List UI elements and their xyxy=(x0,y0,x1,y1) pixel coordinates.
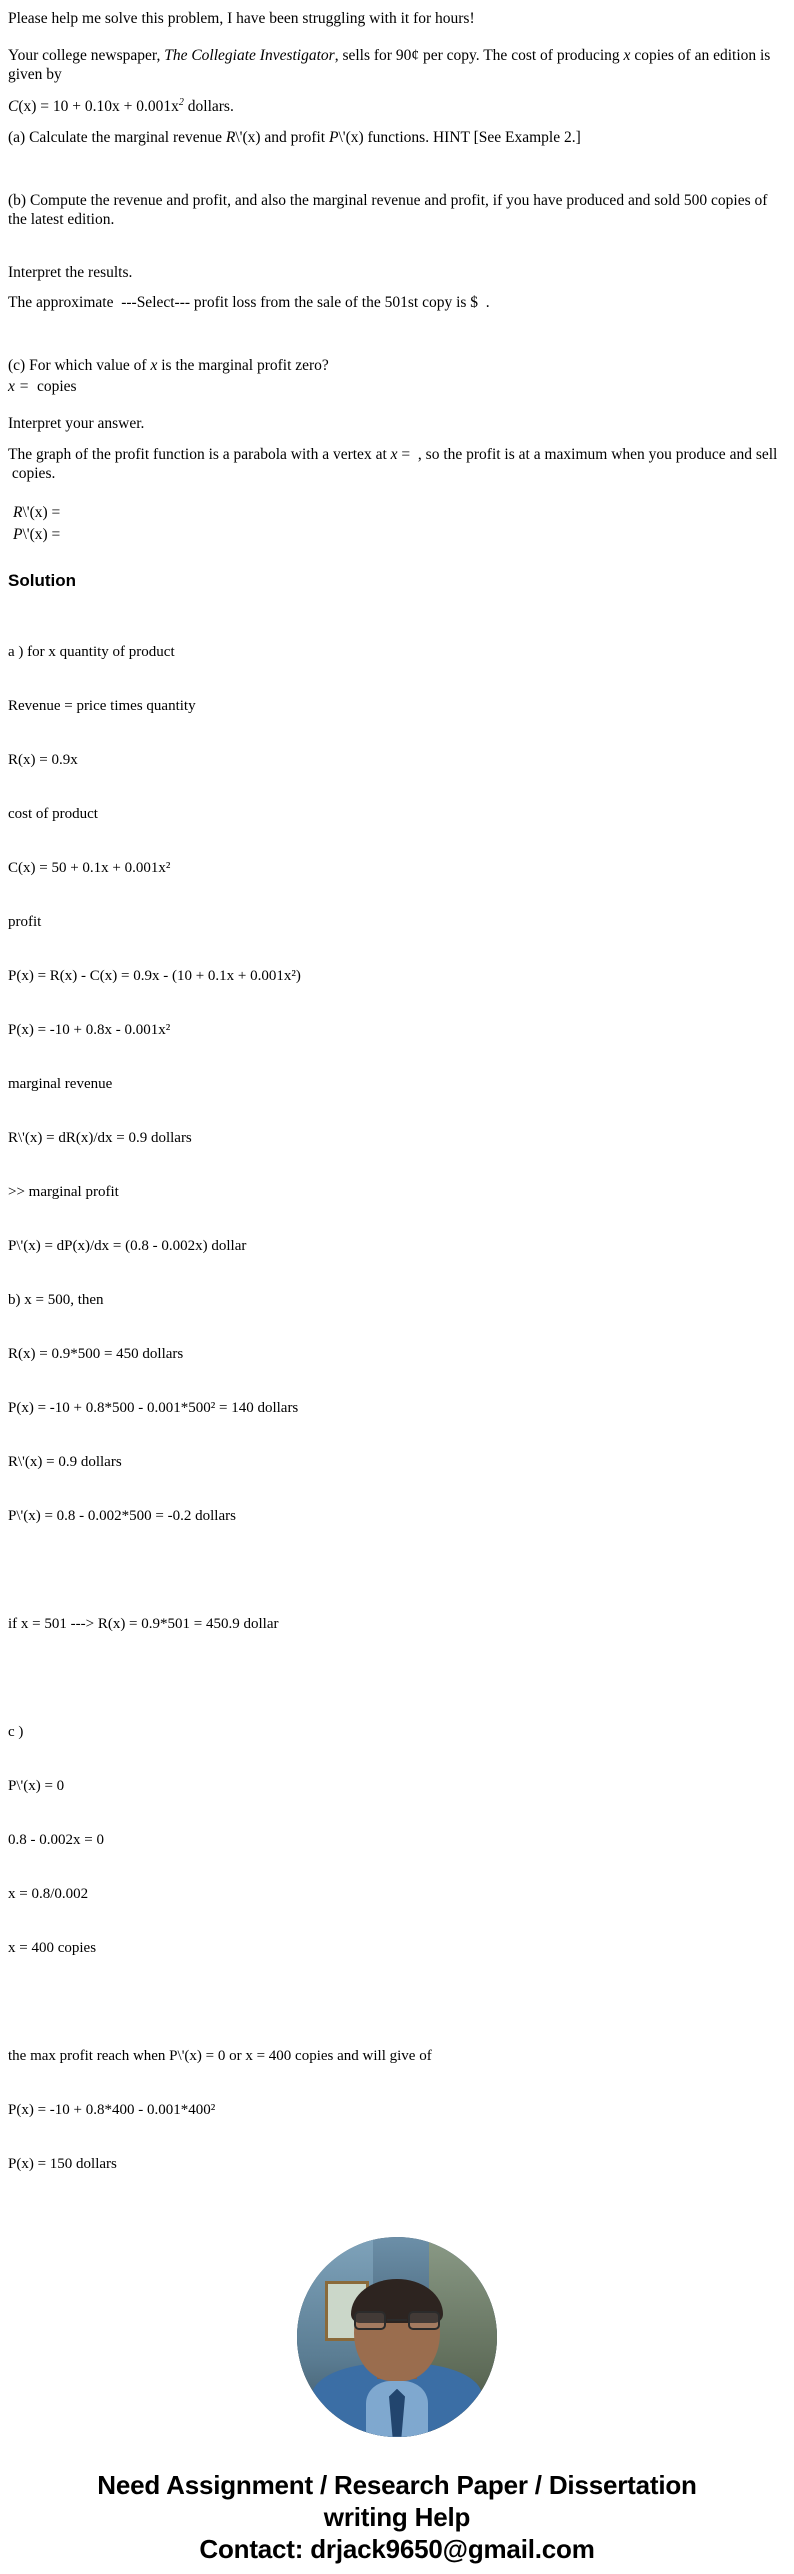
part-a-p-rest: \'(x) functions. HINT [See Example 2.] xyxy=(338,128,581,146)
parabola-text-1: The graph of the profit function is a parabola with a vertex at xyxy=(8,446,391,464)
solution-line: 0.8 - 0.002x = 0 xyxy=(8,1831,104,1848)
answer-blank-r: \'(x) = xyxy=(22,503,61,521)
answer-blank-p-line xyxy=(13,524,786,546)
part-c-prefix: (c) For which value of xyxy=(8,357,151,375)
avatar-glasses-right-lens xyxy=(408,2311,440,2330)
solution-body xyxy=(8,607,786,2209)
interpret-answer-label: Interpret your answer. xyxy=(8,415,145,433)
avatar-glasses xyxy=(354,2311,440,2331)
solution-line: P(x) = -10 + 0.8*400 - 0.001*400² xyxy=(8,2101,216,2118)
solution-line: R(x) = 0.9x xyxy=(8,751,78,768)
parabola-text-4: copies. xyxy=(11,464,56,482)
answer-blank-p: \'(x) = xyxy=(22,526,61,544)
problem-lead-3: copies of an edition is given by xyxy=(8,46,771,83)
cta-line-1: Need Assignment / Research Paper / Dissertation xyxy=(97,2469,697,2500)
cost-function-c: C xyxy=(8,97,19,115)
part-c-suffix: is the marginal profit zero? xyxy=(157,357,329,375)
answer-blank-r-var: R xyxy=(13,503,23,521)
part-c xyxy=(8,357,786,376)
problem-lead-2: , sells for 90¢ per copy. The cost of producing xyxy=(334,46,624,64)
solution-line: Revenue = price times quantity xyxy=(8,697,196,714)
solution-line: x = 400 copies xyxy=(8,1939,97,1956)
solution-line: the max profit reach when P\'(x) = 0 or x = 400 copies and will give of xyxy=(8,2047,432,2064)
approx-period: . xyxy=(485,294,490,312)
cost-function xyxy=(8,97,786,117)
part-a xyxy=(8,129,786,148)
solution-spacer xyxy=(8,1669,786,1687)
solution-line: marginal revenue xyxy=(8,1075,113,1092)
solution-line: C(x) = 50 + 0.1x + 0.001x² xyxy=(8,859,171,876)
part-c-answer-line xyxy=(8,378,786,397)
solution-line: P\'(x) = dP(x)/dx = (0.8 - 0.002x) dollar xyxy=(8,1237,247,1254)
problem-lead-1: Your college newspaper, xyxy=(8,46,165,64)
avatar-container xyxy=(8,2237,786,2437)
newspaper-title: The Collegiate Investigator xyxy=(164,46,335,64)
avatar xyxy=(297,2237,497,2437)
cost-function-exponent: 2 xyxy=(178,96,184,108)
problem-statement xyxy=(8,47,786,85)
part-c-answer-unit: copies xyxy=(36,378,77,396)
solution-line: P(x) = -10 + 0.8*500 - 0.001*500² = 140 dollars xyxy=(8,1399,299,1416)
solution-line: P\'(x) = 0.8 - 0.002*500 = -0.2 dollars xyxy=(8,1507,236,1524)
cta-block xyxy=(8,2471,786,2565)
solution-spacer xyxy=(8,1993,786,2011)
solution-line: c ) xyxy=(8,1723,24,1740)
parabola-text-2: = xyxy=(397,446,411,464)
solution-line: >> marginal profit xyxy=(8,1183,119,1200)
solution-heading: Solution xyxy=(8,570,76,590)
part-a-p: P xyxy=(329,128,339,146)
approximate-profit-sentence xyxy=(8,294,786,313)
answer-blanks xyxy=(8,502,786,547)
parabola-sentence xyxy=(8,446,786,484)
select-dropdown[interactable]: ---Select--- xyxy=(121,294,191,312)
answer-blank-r-line xyxy=(13,502,786,524)
solution-spacer xyxy=(8,1561,786,1579)
cta-line-2: writing Help xyxy=(323,2501,471,2532)
solution-line: P(x) = 150 dollars xyxy=(8,2155,117,2172)
approx-text-2: profit loss from the sale of the 501st copy is $ xyxy=(193,294,479,312)
solution-line: cost of product xyxy=(8,805,98,822)
cta-contact: Contact: drjack9650@gmail.com xyxy=(199,2533,595,2564)
interpret-results-label: Interpret the results. xyxy=(8,263,133,281)
solution-line: if x = 501 ---> R(x) = 0.9*501 = 450.9 dollar xyxy=(8,1615,279,1632)
solution-line: a ) for x quantity of product xyxy=(8,643,175,660)
cost-function-body: (x) = 10 + 0.10x + 0.001x xyxy=(18,97,179,115)
parabola-text-3: , so the profit is at a maximum when you produce and sell xyxy=(417,446,778,464)
problem-var-x: x xyxy=(623,46,631,64)
solution-line: x = 0.8/0.002 xyxy=(8,1885,89,1902)
solution-line: P\'(x) = 0 xyxy=(8,1777,65,1794)
part-c-var: x xyxy=(150,357,158,375)
part-b: (b) Compute the revenue and profit, and also the marginal revenue and profit, if you have produced and sold 500 copies of the latest edition. xyxy=(8,191,768,228)
intro-text: Please help me solve this problem, I have been struggling with it for hours! xyxy=(8,10,475,27)
part-a-r: R xyxy=(225,128,236,146)
solution-line: P(x) = R(x) - C(x) = 0.9x - (10 + 0.1x + 0.001x²) xyxy=(8,967,301,984)
part-a-prefix: (a) Calculate the marginal revenue xyxy=(8,128,226,146)
solution-line: R\'(x) = dR(x)/dx = 0.9 dollars xyxy=(8,1129,192,1146)
part-a-r-rest: \'(x) and profit xyxy=(235,128,329,146)
part-c-answer-label: x = xyxy=(8,378,30,396)
parabola-var: x xyxy=(390,446,398,464)
cost-function-suffix: dollars. xyxy=(183,97,234,115)
solution-line: R\'(x) = 0.9 dollars xyxy=(8,1453,122,1470)
solution-line: P(x) = -10 + 0.8x - 0.001x² xyxy=(8,1021,171,1038)
approx-text-1: The approximate xyxy=(8,294,114,312)
answer-blank-p-var: P xyxy=(13,526,23,544)
solution-line: R(x) = 0.9*500 = 450 dollars xyxy=(8,1345,184,1362)
avatar-glasses-left-lens xyxy=(354,2311,386,2330)
solution-line: profit xyxy=(8,913,42,930)
avatar-glasses-bridge xyxy=(387,2319,407,2321)
solution-line: b) x = 500, then xyxy=(8,1291,104,1308)
